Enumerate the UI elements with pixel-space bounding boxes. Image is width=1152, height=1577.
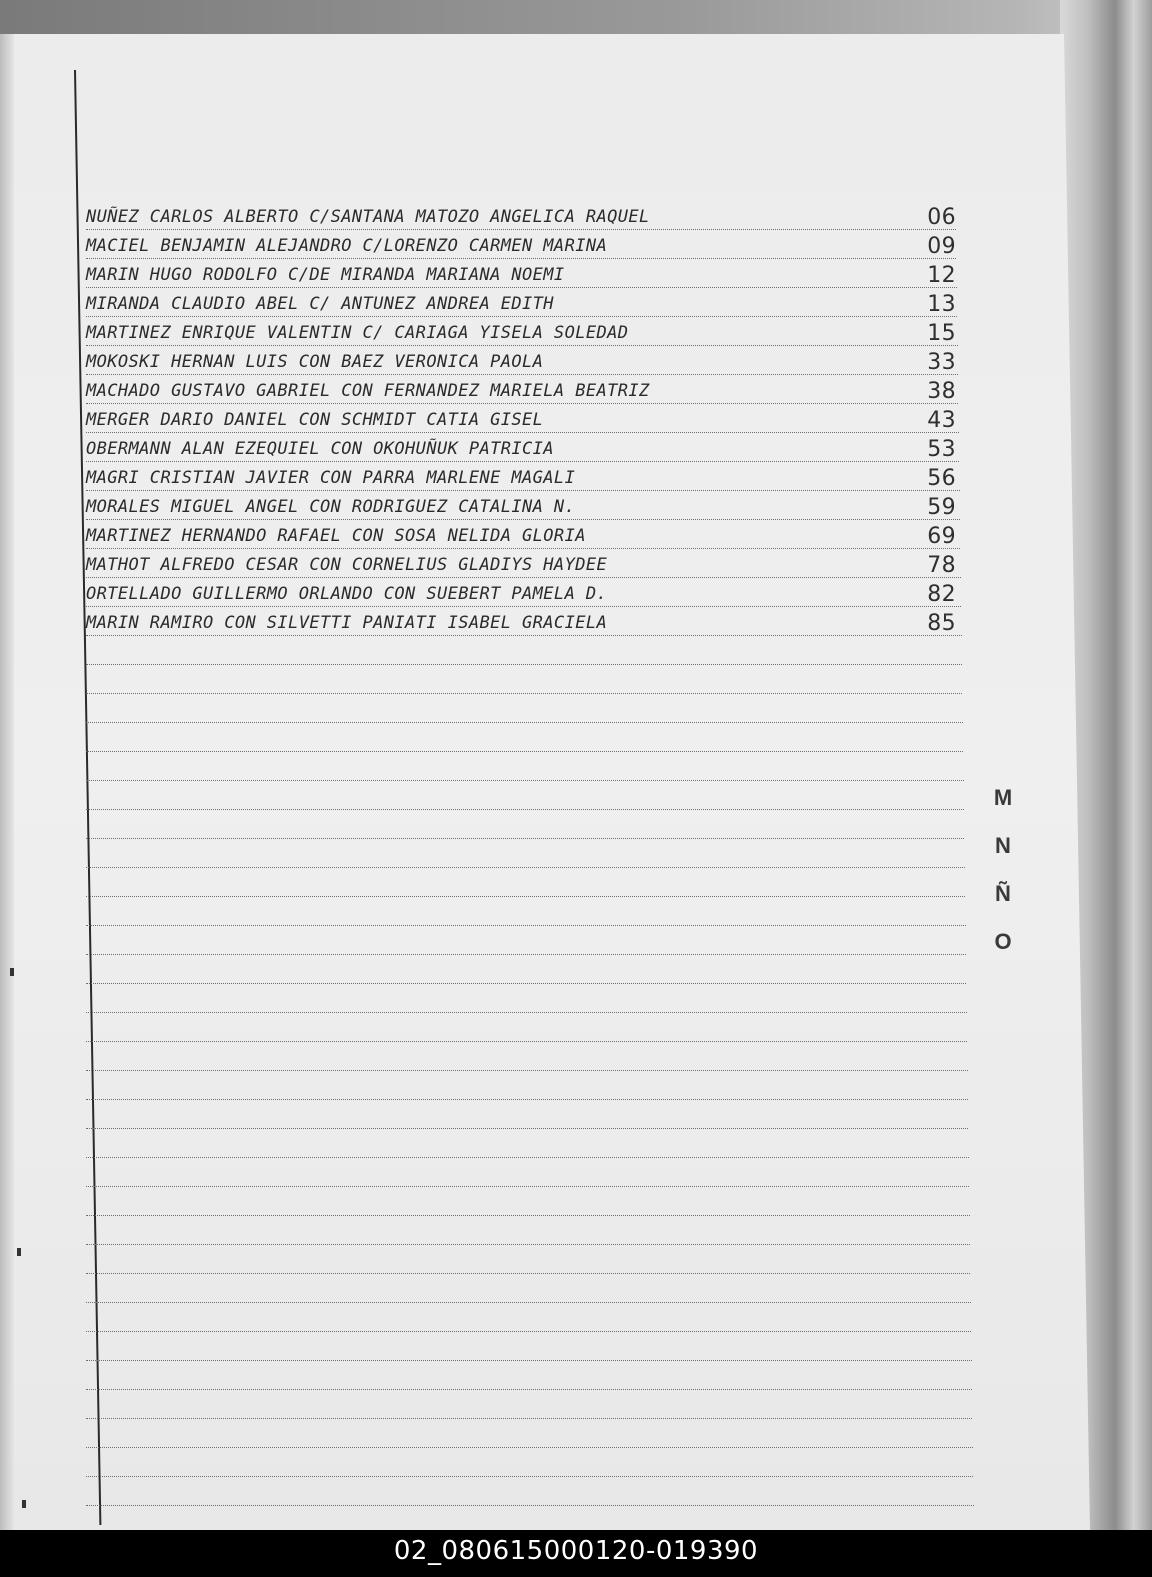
ruled-line <box>86 896 965 897</box>
ruled-line <box>86 1099 968 1100</box>
ruled-line <box>86 867 965 868</box>
entry-names: MACHADO GUSTAVO GABRIEL CON FERNANDEZ MARIELA BEATRIZ <box>86 381 650 401</box>
index-entry <box>86 466 966 494</box>
index-letter-n: N <box>995 833 1011 858</box>
ruled-line <box>86 1360 972 1361</box>
ruled-line <box>86 1505 974 1506</box>
index-letter-enie: Ñ <box>995 881 1011 906</box>
entry-page-number: 43 <box>927 408 956 433</box>
entry-names: MACIEL BENJAMIN ALEJANDRO C/LORENZO CARMEN MARINA <box>86 236 608 256</box>
index-entry <box>86 263 966 291</box>
ruled-line <box>86 809 964 810</box>
entry-names: MIRANDA CLAUDIO ABEL C/ ANTUNEZ ANDREA EDITH <box>86 294 554 314</box>
entry-names: MAGRI CRISTIAN JAVIER CON PARRA MARLENE MAGALI <box>86 468 576 488</box>
entry-names: NUÑEZ CARLOS ALBERTO C/SANTANA MATOZO ANGELICA RAQUEL <box>86 207 650 227</box>
index-entry <box>86 234 966 262</box>
entry-names: MARIN HUGO RODOLFO C/DE MIRANDA MARIANA NOEMI <box>86 265 565 285</box>
ruled-line <box>86 1157 969 1158</box>
entry-names: MORALES MIGUEL ANGEL CON RODRIGUEZ CATALINA N. <box>86 497 576 517</box>
binding-mark <box>17 1248 21 1256</box>
index-entry <box>86 321 966 349</box>
entry-page-number: 15 <box>927 321 956 346</box>
ruled-line <box>86 1273 970 1274</box>
entry-names: MOKOSKI HERNAN LUIS CON BAEZ VERONICA PAOLA <box>86 352 544 372</box>
entry-page-number: 13 <box>927 292 956 317</box>
ruled-line <box>86 1389 972 1390</box>
entry-page-number: 82 <box>927 582 956 607</box>
entry-page-number: 09 <box>927 234 956 259</box>
ruled-line <box>86 780 964 781</box>
entry-names: OBERMANN ALAN EZEQUIEL CON OKOHUÑUK PATRICIA <box>86 439 554 459</box>
ruled-line <box>86 722 963 723</box>
entry-page-number: 33 <box>927 350 956 375</box>
entry-page-number: 85 <box>927 611 956 636</box>
entry-page-number: 56 <box>927 466 956 491</box>
entry-page-number: 59 <box>927 495 956 520</box>
index-entry <box>86 582 966 610</box>
ruled-line <box>86 983 966 984</box>
entry-names: MARTINEZ HERNANDO RAFAEL CON SOSA NELIDA GLORIA <box>86 526 586 546</box>
index-entry <box>86 379 966 407</box>
ruled-line <box>86 1331 971 1332</box>
index-entry <box>86 292 966 320</box>
entry-names: MARIN RAMIRO CON SILVETTI PANIATI ISABEL GRACIELA <box>86 613 608 633</box>
ruled-line <box>86 1070 968 1071</box>
index-letter-o: O <box>994 929 1012 954</box>
index-entry <box>86 495 966 523</box>
ruled-line <box>86 1215 970 1216</box>
entry-names: MATHOT ALFREDO CESAR CON CORNELIUS GLADIYS HAYDEE <box>86 555 608 575</box>
ruled-line <box>86 1244 970 1245</box>
entry-page-number: 78 <box>927 553 956 578</box>
ruled-line <box>86 1476 973 1477</box>
entry-page-number: 38 <box>927 379 956 404</box>
ruled-line <box>86 751 963 752</box>
entry-names: MERGER DARIO DANIEL CON SCHMIDT CATIA GISEL <box>86 410 544 430</box>
index-entries <box>86 205 966 645</box>
index-entry <box>86 437 966 465</box>
binding-mark <box>22 1500 26 1508</box>
index-entry <box>86 205 966 233</box>
ruled-line <box>86 1447 973 1448</box>
entry-names: ORTELLADO GUILLERMO ORLANDO CON SUEBERT PAMELA D. <box>86 584 608 604</box>
binding-mark <box>10 968 14 976</box>
alphabet-index-tabs <box>985 785 1021 977</box>
entry-page-number: 12 <box>927 263 956 288</box>
ruled-line <box>86 925 966 926</box>
entry-page-number: 06 <box>927 205 956 230</box>
ruled-line <box>86 1128 968 1129</box>
entry-page-number: 69 <box>927 524 956 549</box>
ruled-line <box>86 1186 969 1187</box>
index-letter-m: M <box>993 785 1013 810</box>
ruled-line <box>86 954 966 955</box>
ruled-line <box>86 664 962 665</box>
entry-page-number: 53 <box>927 437 956 462</box>
document-id: 02_080615000120-019390 <box>393 1536 759 1566</box>
index-entry <box>86 553 966 581</box>
ruled-line <box>86 1012 967 1013</box>
ruled-line <box>86 838 964 839</box>
ruled-line <box>86 1041 967 1042</box>
index-entry <box>86 408 966 436</box>
index-entry <box>86 350 966 378</box>
index-entry <box>86 524 966 552</box>
index-entry <box>86 611 966 639</box>
page-gutter-shadow <box>0 34 14 1530</box>
ruled-line <box>86 693 962 694</box>
ruled-line <box>86 1418 972 1419</box>
ruled-line <box>86 1302 971 1303</box>
entry-names: MARTINEZ ENRIQUE VALENTIN C/ CARIAGA YISELA SOLEDAD <box>86 323 629 343</box>
